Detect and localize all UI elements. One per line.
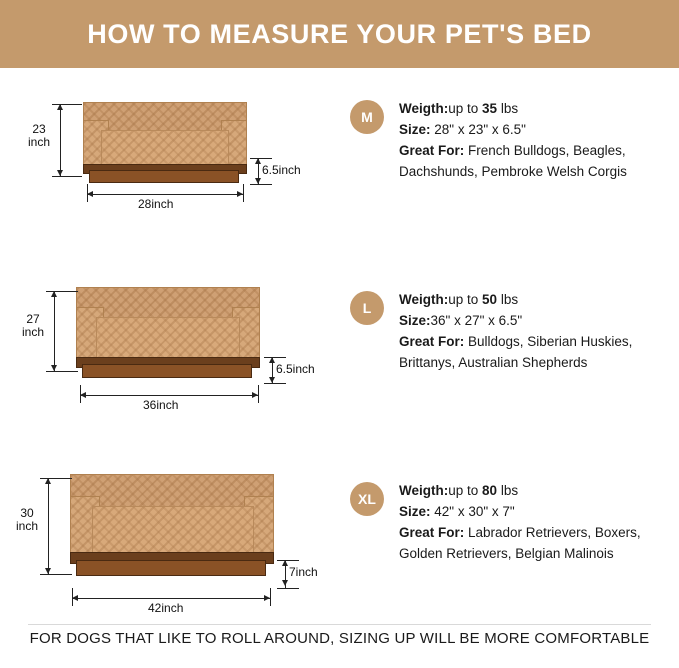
weight-prefix-m: up to bbox=[448, 101, 483, 116]
weight-label-m: Weigth: bbox=[399, 101, 449, 116]
greatfor-label-l: Great For: bbox=[399, 334, 465, 349]
dim-depth-unit-m: inch bbox=[27, 135, 50, 149]
greatfor-value-m: French Bulldogs, Beagles, Dachshunds, Pembroke Welsh Corgis bbox=[399, 143, 627, 179]
greatfor-line-xl bbox=[399, 522, 679, 564]
dim-height-label-xl: 7inch bbox=[289, 565, 318, 579]
bed-base-front bbox=[82, 364, 252, 378]
weight-prefix-l: up to bbox=[448, 292, 483, 307]
size-value-l: 36" x 27" x 6.5" bbox=[430, 313, 523, 328]
greatfor-value-xl: Labrador Retrievers, Boxers, Golden Retrievers, Belgian Malinois bbox=[399, 525, 641, 561]
dim-width-line-m bbox=[87, 194, 243, 195]
dim-width-label-l: 36inch bbox=[143, 398, 179, 412]
weight-suffix-l: lbs bbox=[497, 292, 519, 307]
header-banner bbox=[0, 0, 679, 68]
dim-width-line-xl bbox=[72, 598, 270, 599]
bed-base-front bbox=[89, 170, 239, 183]
weight-suffix-xl: lbs bbox=[497, 483, 519, 498]
dim-depth-tick-bottom-xl bbox=[40, 574, 72, 575]
weight-line-xl bbox=[399, 480, 679, 501]
dim-depth-tick-top-xl bbox=[40, 478, 72, 479]
dim-height-tick-top-xl bbox=[277, 560, 299, 561]
dim-depth-tick-top-m bbox=[52, 104, 82, 105]
size-line-l bbox=[399, 310, 679, 331]
weight-line-m bbox=[399, 98, 679, 119]
dim-width-tick-right-l bbox=[258, 385, 259, 403]
size-line-m bbox=[399, 119, 679, 140]
bed-base-front bbox=[76, 560, 266, 576]
dim-height-tick-top-m bbox=[250, 158, 272, 159]
size-badge-l: L bbox=[350, 291, 384, 325]
size-label-l: Size: bbox=[399, 313, 431, 328]
dim-height-tick-top-l bbox=[264, 357, 286, 358]
size-value-xl: 42" x 30" x 7" bbox=[430, 504, 515, 519]
dim-depth-number-m: 23 bbox=[32, 122, 46, 136]
dim-width-label-xl: 42inch bbox=[148, 601, 184, 615]
dim-width-label-m: 28inch bbox=[138, 197, 174, 211]
size-line-xl bbox=[399, 501, 679, 522]
dim-width-tick-left-xl bbox=[72, 588, 73, 606]
size-details-l bbox=[399, 289, 679, 373]
weight-label-xl: Weigth: bbox=[399, 483, 449, 498]
footer-divider bbox=[28, 624, 651, 625]
bed-cushion bbox=[92, 506, 254, 558]
weight-value-m: 35 bbox=[482, 101, 498, 116]
size-badge-xl: XL bbox=[350, 482, 384, 516]
dim-depth-line-l bbox=[54, 291, 55, 371]
bed-diagram-xl bbox=[0, 456, 340, 636]
dim-width-tick-left-l bbox=[80, 385, 81, 403]
dim-height-arrow-down-xl bbox=[282, 580, 288, 586]
dim-depth-unit-xl: inch bbox=[15, 519, 38, 533]
size-label-xl: Size: bbox=[399, 504, 431, 519]
bed-illustration-m bbox=[75, 102, 255, 197]
dim-depth-line-xl bbox=[48, 478, 49, 574]
weight-line-l bbox=[399, 289, 679, 310]
dim-width-line-l bbox=[80, 395, 258, 396]
dim-depth-number-xl: 30 bbox=[20, 506, 34, 520]
dim-height-tick-bottom-xl bbox=[277, 588, 299, 589]
weight-value-xl: 80 bbox=[482, 483, 498, 498]
greatfor-value-l: Bulldogs, Siberian Huskies, Brittanys, Australian Shepherds bbox=[399, 334, 633, 370]
bed-illustration-l bbox=[68, 287, 268, 392]
size-details-m bbox=[399, 98, 679, 182]
bed-diagram-m bbox=[0, 74, 340, 254]
size-row-l bbox=[0, 265, 679, 445]
dim-height-label-m: 6.5inch bbox=[262, 163, 301, 177]
dim-height-tick-bottom-m bbox=[250, 184, 272, 185]
page-title: HOW TO MEASURE YOUR PET'S BED bbox=[87, 18, 592, 49]
weight-value-l: 50 bbox=[482, 292, 498, 307]
dim-width-tick-right-m bbox=[243, 184, 244, 202]
dim-width-tick-right-xl bbox=[270, 588, 271, 606]
bed-diagram-l bbox=[0, 265, 340, 445]
dim-depth-unit-l: inch bbox=[21, 325, 44, 339]
greatfor-line-m bbox=[399, 140, 679, 182]
greatfor-label-m: Great For: bbox=[399, 143, 465, 158]
bed-illustration-xl bbox=[62, 474, 282, 589]
size-value-m: 28" x 23" x 6.5" bbox=[430, 122, 526, 137]
dim-depth-tick-bottom-l bbox=[46, 371, 78, 372]
dim-depth-tick-bottom-m bbox=[52, 176, 82, 177]
weight-prefix-xl: up to bbox=[448, 483, 483, 498]
size-row-m bbox=[0, 74, 679, 254]
dim-height-label-l: 6.5inch bbox=[276, 362, 315, 376]
dim-depth-tick-top-l bbox=[46, 291, 78, 292]
size-label-m: Size: bbox=[399, 122, 431, 137]
weight-label-l: Weigth: bbox=[399, 292, 449, 307]
footer-note: FOR DOGS THAT LIKE TO ROLL AROUND, SIZING UP WILL BE MORE COMFORTABLE bbox=[29, 630, 650, 647]
weight-suffix-m: lbs bbox=[497, 101, 519, 116]
greatfor-label-xl: Great For: bbox=[399, 525, 465, 540]
dim-height-tick-bottom-l bbox=[264, 383, 286, 384]
size-row-xl bbox=[0, 456, 679, 636]
dim-depth-line-m bbox=[60, 104, 61, 176]
dim-depth-number-l: 27 bbox=[26, 312, 40, 326]
greatfor-line-l bbox=[399, 331, 679, 373]
size-details-xl bbox=[399, 480, 679, 564]
size-badge-m: M bbox=[350, 100, 384, 134]
dim-width-tick-left-m bbox=[87, 184, 88, 202]
